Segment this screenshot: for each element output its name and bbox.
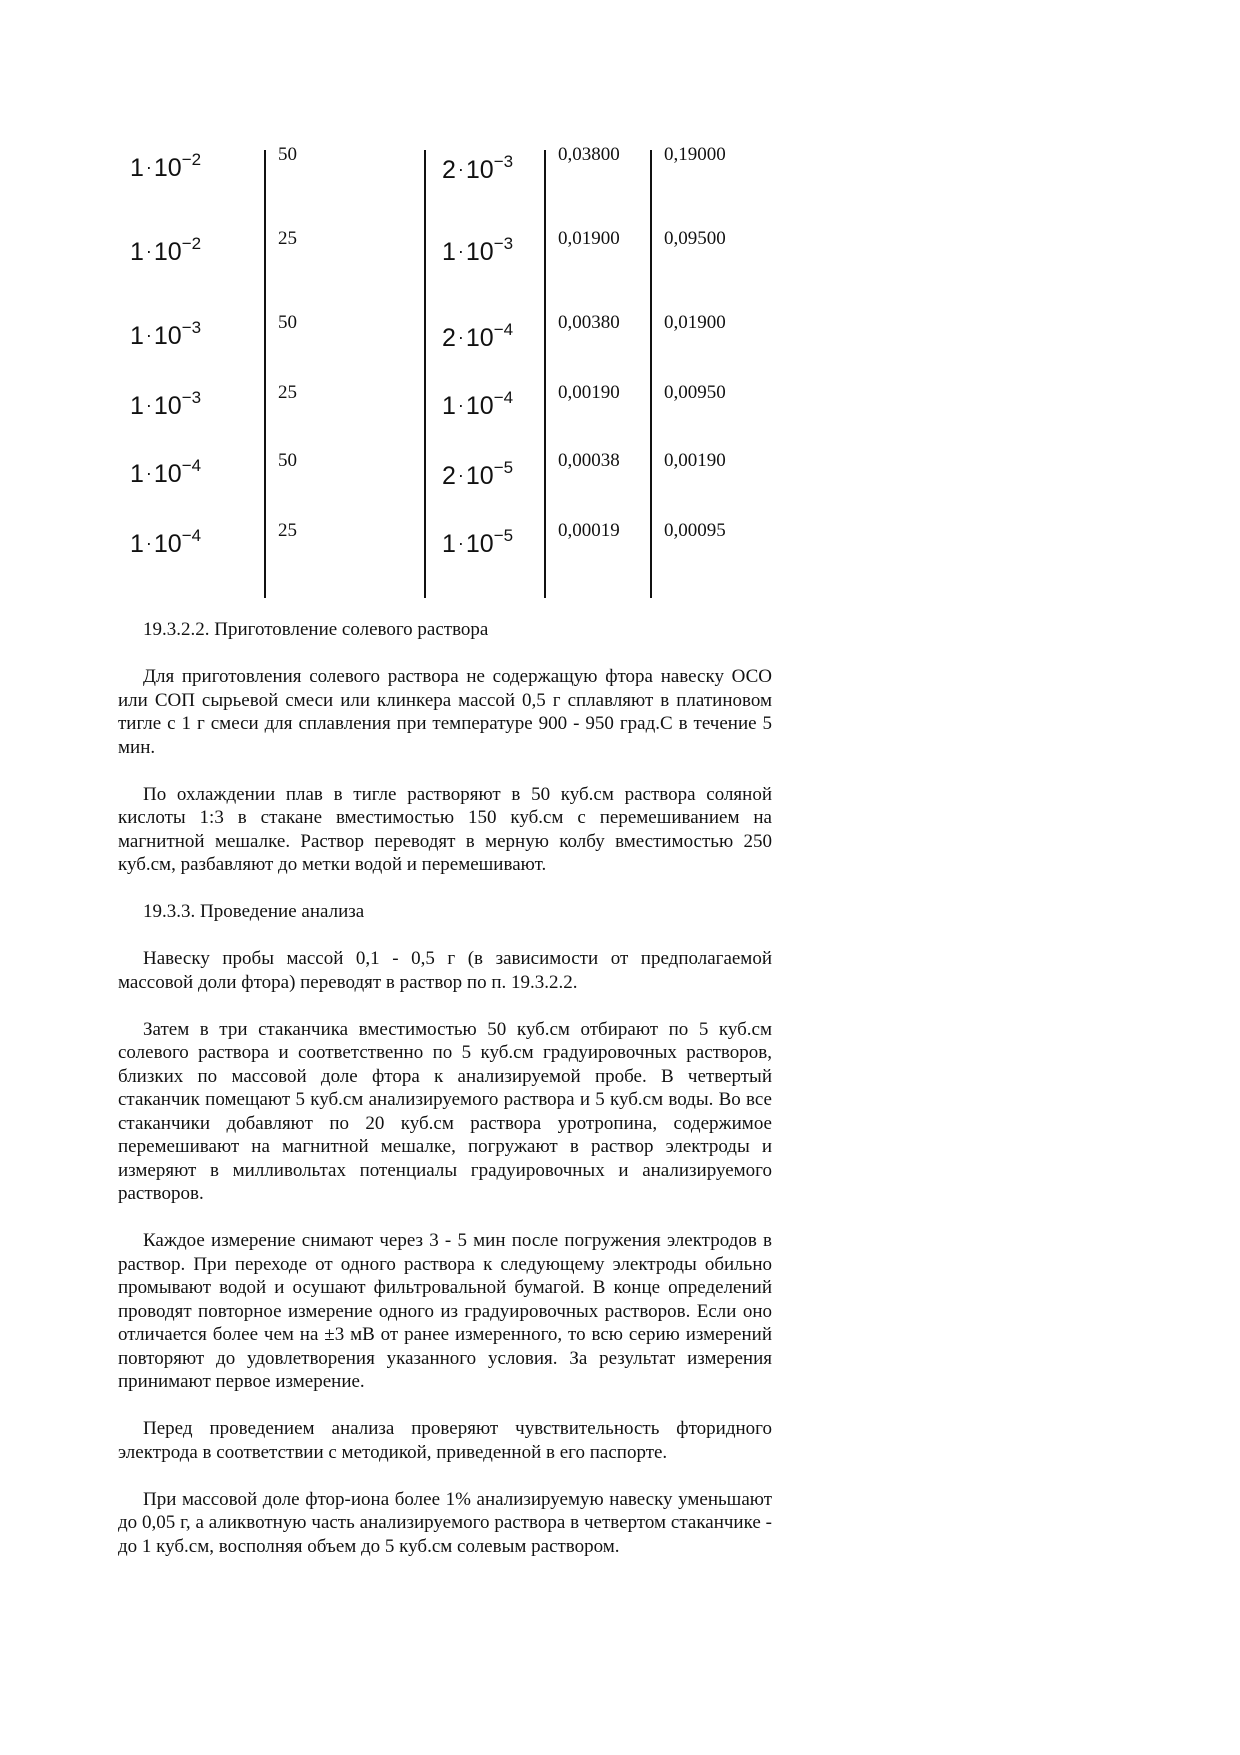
concentration-cell bbox=[130, 150, 202, 185]
exponent: −4 bbox=[493, 388, 514, 407]
multiply-dot: · bbox=[457, 533, 464, 553]
concentration-cell bbox=[130, 318, 202, 353]
volume-cell: 50 bbox=[278, 312, 297, 333]
exponent: −3 bbox=[493, 152, 514, 171]
table-column-divider bbox=[650, 150, 652, 598]
base: 10 bbox=[153, 460, 182, 488]
exponent: −4 bbox=[181, 456, 202, 475]
paragraph: По охлаждении плав в тигле растворяют в 50 куб.см раствора соляной кислоты 1:3 в стакане вместимостью 150 куб.см с перемешиванием на магнитной мешалке. Раствор переводят в мерную колбу вместимостью 250 куб.см, разбавляют до метки водой и перемешивают. bbox=[118, 783, 772, 875]
mantissa: 1 bbox=[130, 322, 144, 350]
table-column-divider bbox=[424, 150, 426, 598]
multiply-dot: · bbox=[457, 241, 464, 261]
value-cell: 0,00950 bbox=[664, 382, 726, 403]
value-cell: 0,19000 bbox=[664, 144, 726, 165]
volume-cell: 50 bbox=[278, 144, 297, 165]
mantissa: 1 bbox=[130, 460, 144, 488]
concentration-cell bbox=[442, 152, 514, 187]
value-cell: 0,00019 bbox=[558, 520, 620, 541]
base: 10 bbox=[465, 392, 494, 420]
exponent: −4 bbox=[493, 320, 514, 339]
base: 10 bbox=[153, 530, 182, 558]
multiply-dot: · bbox=[145, 463, 152, 483]
value-cell: 0,00190 bbox=[664, 450, 726, 471]
concentration-cell bbox=[442, 388, 514, 423]
multiply-dot: · bbox=[145, 157, 152, 177]
base: 10 bbox=[153, 322, 182, 350]
value-cell: 0,01900 bbox=[664, 312, 726, 333]
base: 10 bbox=[465, 462, 494, 490]
concentration-cell bbox=[442, 526, 514, 561]
exponent: −5 bbox=[493, 526, 514, 545]
section-heading: 19.3.2.2. Приготовление солевого раствора bbox=[143, 619, 489, 640]
paragraph: Каждое измерение снимают через 3 - 5 мин после погружения электродов в раствор. При переходе от одного раствора к следующему электроды обильно промывают водой и осушают фильтровальной бумагой. В конце определений проводят повторное измерение одного из градуировочных растворов. Если оно отличается более чем на ±3 мВ от ранее измеренного, то всю серию измерений повторяют до удовлетворения указанного условия. За результат измерения принимают первое измерение. bbox=[118, 1230, 772, 1392]
multiply-dot: · bbox=[457, 327, 464, 347]
base: 10 bbox=[465, 238, 494, 266]
mantissa: 2 bbox=[442, 156, 456, 184]
document-body bbox=[118, 618, 772, 1582]
concentration-cell bbox=[130, 526, 202, 561]
mantissa: 1 bbox=[130, 530, 144, 558]
multiply-dot: · bbox=[145, 241, 152, 261]
mantissa: 1 bbox=[442, 238, 456, 266]
calibration-table bbox=[118, 144, 758, 598]
volume-cell: 50 bbox=[278, 450, 297, 471]
value-cell: 0,00380 bbox=[558, 312, 620, 333]
table-column-divider bbox=[264, 150, 266, 598]
concentration-cell bbox=[130, 234, 202, 269]
paragraph: Затем в три стаканчика вместимостью 50 куб.см отбирают по 5 куб.см солевого раствора и соответственно по 5 куб.см градуировочных растворов, близких по массовой доле фтора к анализируемой пробе. В четвертый стаканчик помещают 5 куб.см анализируемого раствора и 5 куб.см воды. Во все стаканчики добавляют по 20 куб.см раствора уротропина, содержимое перемешивают на магнитной мешалке, погружают в раствор электроды и измеряют в милливольтах потенциалы градуировочных и анализируемого растворов. bbox=[118, 1018, 772, 1204]
base: 10 bbox=[465, 324, 494, 352]
paragraph: Для приготовления солевого раствора не содержащую фтора навеску ОСО или СОП сырьевой смеси или клинкера массой 0,5 г сплавляют в платиновом тигле с 1 г смеси для сплавления при температуре 900 - 950 град.С в течение 5 мин. bbox=[118, 666, 772, 758]
table-column-divider bbox=[544, 150, 546, 598]
concentration-cell bbox=[442, 234, 514, 269]
concentration-cell bbox=[130, 456, 202, 491]
exponent: −5 bbox=[493, 458, 514, 477]
base: 10 bbox=[153, 154, 182, 182]
mantissa: 1 bbox=[130, 238, 144, 266]
concentration-cell bbox=[442, 320, 514, 355]
section-heading: 19.3.3. Проведение анализа bbox=[143, 901, 365, 922]
multiply-dot: · bbox=[145, 533, 152, 553]
multiply-dot: · bbox=[457, 465, 464, 485]
exponent: −2 bbox=[181, 234, 202, 253]
paragraph: При массовой доле фтор-иона более 1% анализируемую навеску уменьшают до 0,05 г, а аликвотную часть анализируемого раствора в четвертом стаканчике - до 1 куб.см, восполняя объем до 5 куб.см солевым раствором. bbox=[118, 1488, 772, 1557]
concentration-cell bbox=[442, 458, 514, 493]
volume-cell: 25 bbox=[278, 382, 297, 403]
value-cell: 0,09500 bbox=[664, 228, 726, 249]
base: 10 bbox=[465, 530, 494, 558]
volume-cell: 25 bbox=[278, 520, 297, 541]
mantissa: 1 bbox=[442, 530, 456, 558]
value-cell: 0,00038 bbox=[558, 450, 620, 471]
mantissa: 2 bbox=[442, 462, 456, 490]
exponent: −4 bbox=[181, 526, 202, 545]
mantissa: 1 bbox=[442, 392, 456, 420]
base: 10 bbox=[153, 392, 182, 420]
mantissa: 2 bbox=[442, 324, 456, 352]
multiply-dot: · bbox=[457, 159, 464, 179]
paragraph: Перед проведением анализа проверяют чувствительность фторидного электрода в соответствии с методикой, приведенной в его паспорте. bbox=[118, 1418, 772, 1463]
value-cell: 0,00095 bbox=[664, 520, 726, 541]
multiply-dot: · bbox=[457, 395, 464, 415]
concentration-cell bbox=[130, 388, 202, 423]
multiply-dot: · bbox=[145, 325, 152, 345]
multiply-dot: · bbox=[145, 395, 152, 415]
exponent: −3 bbox=[181, 318, 202, 337]
paragraph: Навеску пробы массой 0,1 - 0,5 г (в зависимости от предполагаемой массовой доли фтора) переводят в раствор по п. 19.3.2.2. bbox=[118, 948, 772, 993]
volume-cell: 25 bbox=[278, 228, 297, 249]
exponent: −3 bbox=[493, 234, 514, 253]
exponent: −3 bbox=[181, 388, 202, 407]
mantissa: 1 bbox=[130, 392, 144, 420]
mantissa: 1 bbox=[130, 154, 144, 182]
base: 10 bbox=[465, 156, 494, 184]
base: 10 bbox=[153, 238, 182, 266]
value-cell: 0,03800 bbox=[558, 144, 620, 165]
value-cell: 0,01900 bbox=[558, 228, 620, 249]
value-cell: 0,00190 bbox=[558, 382, 620, 403]
exponent: −2 bbox=[181, 150, 202, 169]
